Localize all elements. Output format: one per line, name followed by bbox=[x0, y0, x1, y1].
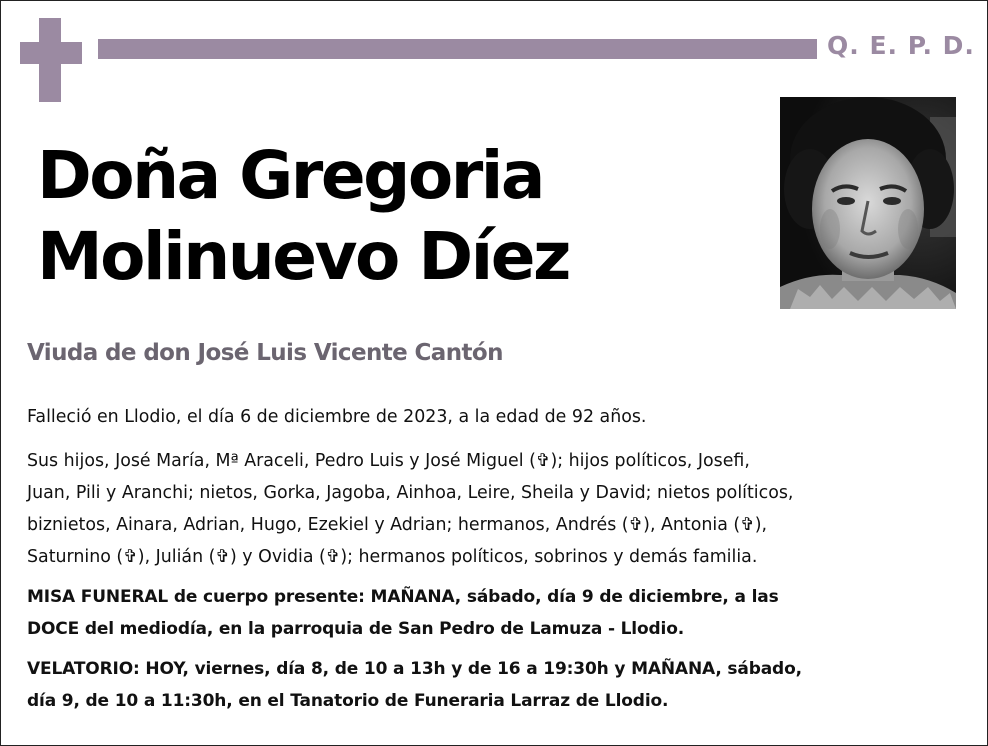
deceased-name-line2: Molinuevo Díez bbox=[37, 218, 569, 295]
family-line: biznietos, Ainara, Adrian, Hugo, Ezekiel y Adrian; hermanos, Andrés (✞), Antonia (✞), bbox=[27, 515, 768, 535]
family-line: Juan, Pili y Aranchi; nietos, Gorka, Jagoba, Ainhoa, Leire, Sheila y David; nietos políticos, bbox=[27, 483, 794, 503]
wake-line: día 9, de 10 a 11:30h, en el Tanatorio de Funeraria Larraz de Llodio. bbox=[27, 691, 669, 711]
family-paragraph bbox=[27, 445, 957, 573]
deceased-name-line1: Doña Gregoria bbox=[37, 137, 543, 214]
qepd-label: Q. E. P. D. bbox=[827, 31, 975, 60]
cross-horizontal-bar bbox=[20, 42, 82, 64]
portrait-photo bbox=[780, 97, 956, 309]
family-line: Sus hijos, José María, Mª Araceli, Pedro Luis y José Miguel (✞); hijos políticos, Josefi, bbox=[27, 451, 750, 471]
header-rule bbox=[98, 39, 817, 59]
widow-subtitle: Viuda de don José Luis Vicente Cantón bbox=[27, 340, 503, 366]
portrait-illustration bbox=[780, 97, 956, 309]
death-announcement: Falleció en Llodio, el día 6 de diciembre de 2023, a la edad de 92 años. bbox=[27, 407, 647, 427]
notice-body bbox=[27, 401, 957, 717]
latin-cross-icon bbox=[20, 18, 82, 102]
deceased-name bbox=[37, 135, 737, 297]
funeral-line: MISA FUNERAL de cuerpo presente: MAÑANA, sábado, día 9 de diciembre, a las bbox=[27, 587, 779, 607]
funeral-mass-paragraph bbox=[27, 581, 957, 645]
wake-paragraph bbox=[27, 653, 957, 717]
wake-line: VELATORIO: HOY, viernes, día 8, de 10 a 13h y de 16 a 19:30h y MAÑANA, sábado, bbox=[27, 659, 802, 679]
family-line: Saturnino (✞), Julián (✞) y Ovidia (✞); hermanos políticos, sobrinos y demás familia. bbox=[27, 547, 758, 567]
funeral-line: DOCE del mediodía, en la parroquia de San Pedro de Lamuza - Llodio. bbox=[27, 619, 685, 639]
